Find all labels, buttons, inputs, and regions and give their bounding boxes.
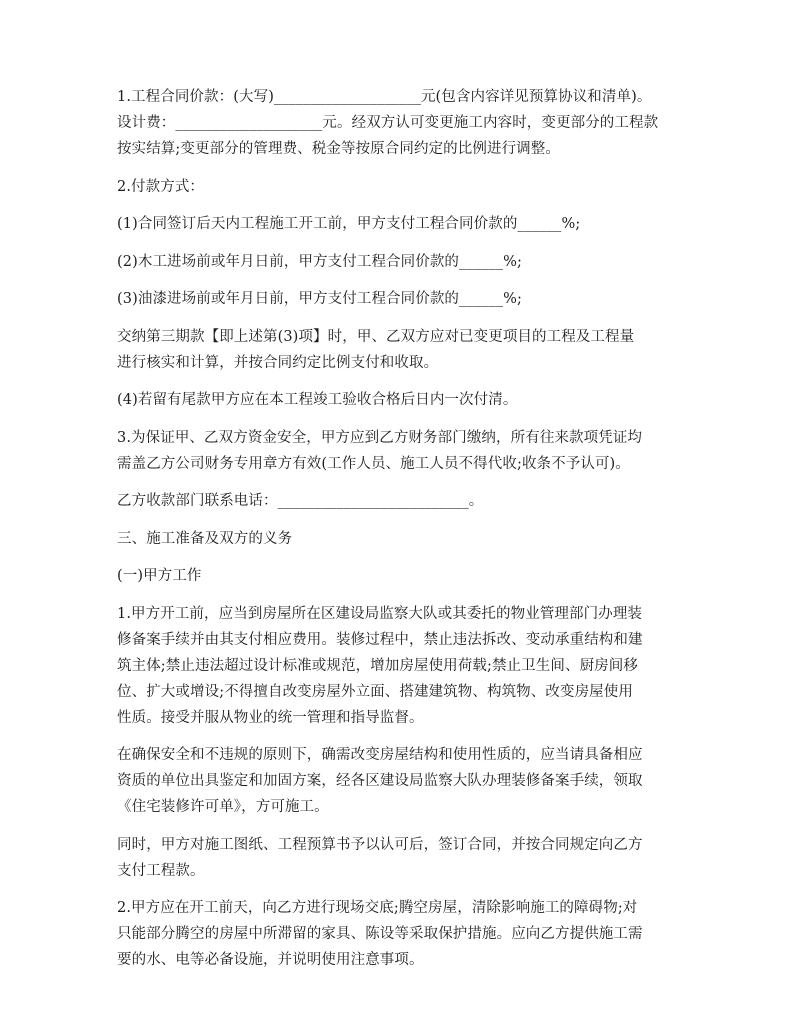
- text-line: 修备案手续并由其支付相应费用。装修过程中，禁止违法拆改、变动承重结构和建: [117, 631, 643, 648]
- text-line: 只能部分腾空的房屋中所滞留的家具、陈设等采取保护措施。应向乙方提供施工需: [117, 926, 643, 942]
- section-heading-obligations: [117, 526, 689, 552]
- text-line: 2.甲方应在开工前天，向乙方进行现场交底;腾空房屋，清除影响施工的障碍物;对: [117, 900, 638, 916]
- paragraph-payment-item-4: [117, 387, 689, 413]
- paragraph-payment-method-heading: [117, 174, 689, 200]
- text-line: (2)木工进场前或年月日前，甲方支付工程合同价款的______%;: [117, 253, 523, 270]
- paragraph-contract-price: [117, 84, 689, 162]
- text-line: 1.甲方开工前，应当到房屋所在区建设局监察大队或其委托的物业管理部门办理装: [117, 605, 643, 622]
- text-line: (3)油漆进场前或年月日前，甲方支付工程合同价款的______%;: [117, 291, 523, 307]
- paragraph-payment-item-2: [117, 249, 689, 275]
- text-line: 需盖乙方公司财务专用章方有效(工作人员、施工人员不得代收;收条不予认可)。: [117, 455, 630, 472]
- text-line: 交纳第三期款【即上述第(3)项】时，甲、乙双方应对已变更项目的工程及工程量: [117, 328, 635, 345]
- text-line: 筑主体;禁止违法超过设计标准或规范，增加房屋使用荷载;禁止卫生间、厨房间移: [117, 657, 638, 674]
- text-line: 性质。接受并服从物业的统一管理和指导监督。: [117, 709, 424, 726]
- paragraph-payment-item-1: [117, 211, 689, 237]
- text-line: (一)甲方工作: [117, 568, 202, 584]
- text-line: (4)若留有尾款甲方应在本工程竣工验收合格后日内一次付清。: [117, 392, 518, 408]
- text-line: 乙方收款部门联系电话：__________________________。: [117, 493, 484, 509]
- text-line: 3.为保证甲、乙双方资金安全，甲方应到乙方财务部门缴纳，所有往来款项凭证均: [117, 429, 643, 446]
- subsection-heading-party-a: [117, 563, 689, 589]
- paragraph-party-a-duty-2: [117, 895, 689, 973]
- paragraph-fund-safety: [117, 425, 689, 477]
- document-body: [117, 84, 689, 985]
- text-line: 按实结算;变更部分的管理费、税金等按原合同约定的比例进行调整。: [117, 141, 560, 157]
- text-line: 三、施工准备及双方的义务: [117, 530, 293, 547]
- text-line: 1.工程合同价款：(大写)____________________元(包含内容详见预算协议和清单)。: [117, 89, 652, 105]
- text-line: 资质的单位出具鉴定和加固方案，经各区建设局监察大队办理装修备案手续，领取: [117, 773, 643, 789]
- text-line: 在确保安全和不违规的原则下，确需改变房屋结构和使用性质的，应当请具备相应: [117, 747, 643, 763]
- paragraph-contact-phone: [117, 488, 689, 514]
- paragraph-third-installment: [117, 324, 689, 376]
- text-line: 位、扩大或增设;不得擅自改变房屋外立面、搭建建筑物、构筑物、改变房屋使用: [117, 683, 633, 700]
- text-line: 同时，甲方对施工图纸、工程预算书予以认可后，签订合同，并按合同规定向乙方: [117, 836, 643, 853]
- text-line: 支付工程款。: [117, 862, 205, 879]
- text-line: 要的水、电等必备设施，并说明使用注意事项。: [117, 952, 424, 968]
- text-line: (1)合同签订后天内工程施工开工前，甲方支付工程合同价款的______%;: [117, 216, 581, 232]
- text-line: 设计费：____________________元。经双方认可变更施工内容时，变更部分的工程款: [117, 115, 659, 131]
- paragraph-party-a-duty-1: [117, 601, 689, 731]
- paragraph-structural-change: [117, 742, 689, 820]
- paragraph-sign-contract: [117, 832, 689, 884]
- paragraph-payment-item-3: [117, 286, 689, 312]
- text-line: 进行核实和计算，并按合同约定比例支付和收取。: [117, 354, 439, 371]
- text-line: 《住宅装修许可单》，方可施工。: [117, 799, 329, 815]
- text-line: 2.付款方式：: [117, 178, 205, 195]
